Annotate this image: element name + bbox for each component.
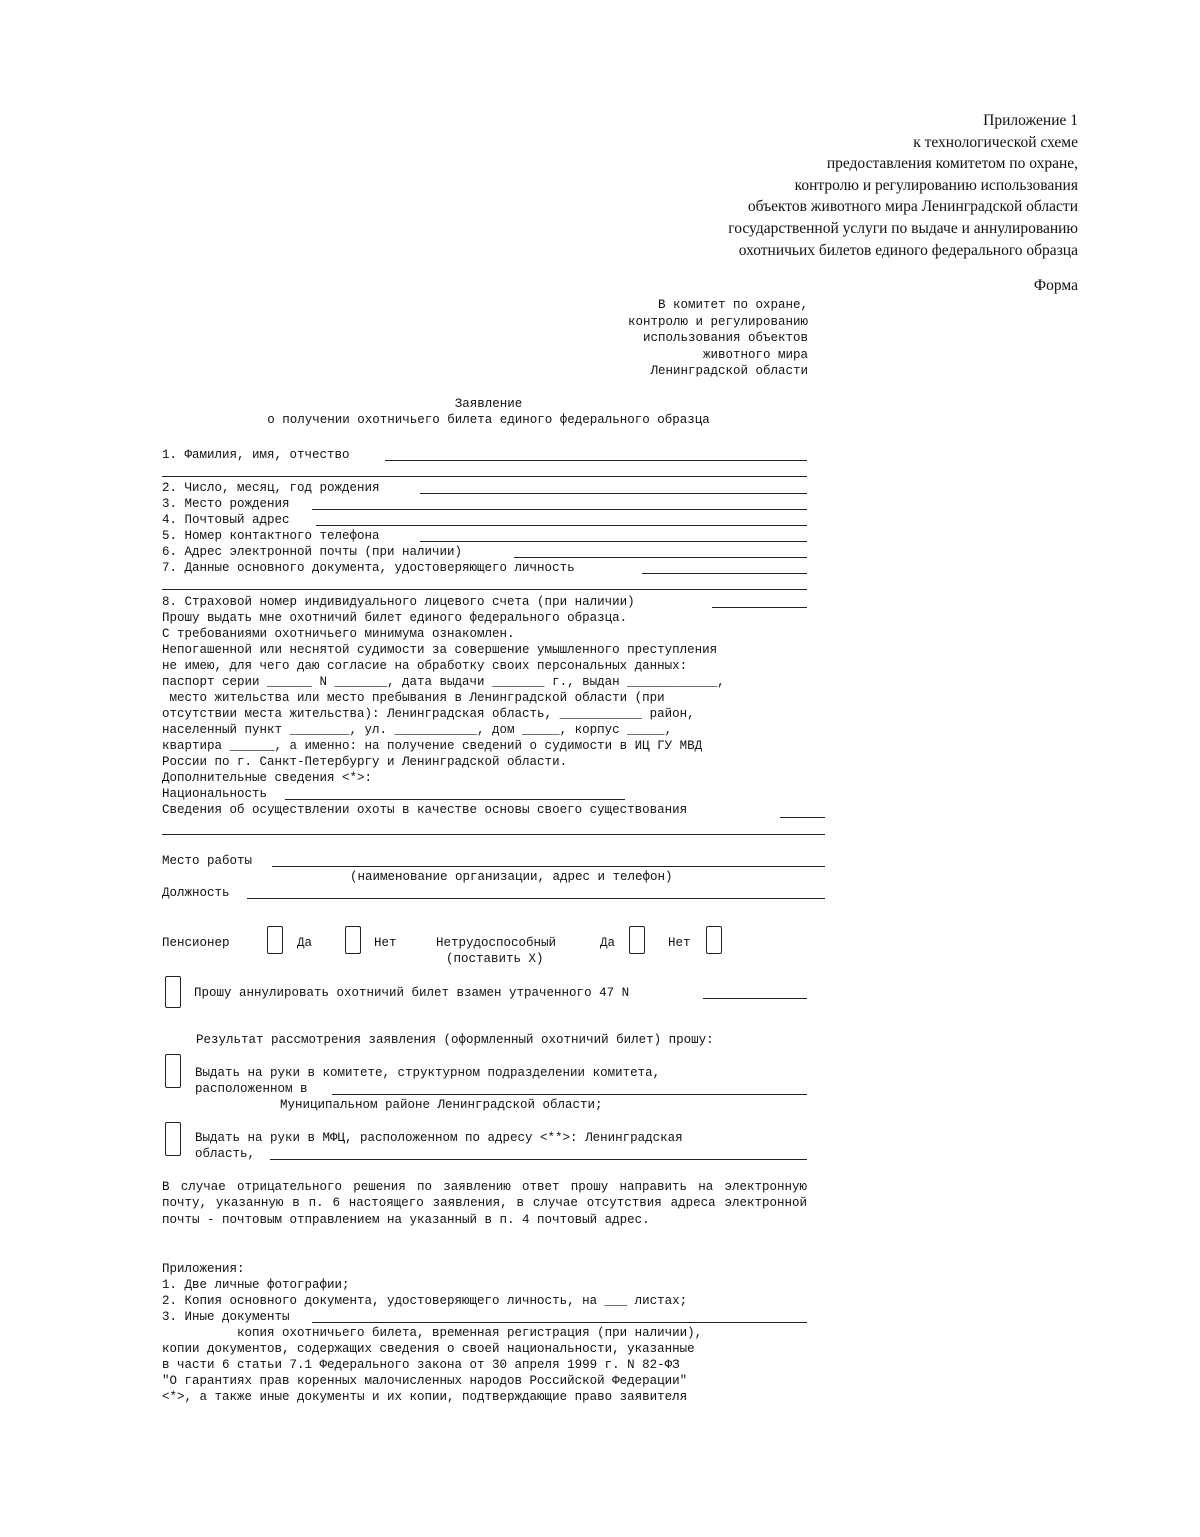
field-birthplace-line[interactable] bbox=[312, 509, 807, 510]
body-line: С требованиями охотничьего минимума ознакомлен. bbox=[162, 627, 515, 641]
position-label: Должность bbox=[162, 886, 230, 900]
field-birthdate-label: 2. Число, месяц, год рождения bbox=[162, 481, 380, 495]
field-fio-label: 1. Фамилия, имя, отчество bbox=[162, 448, 350, 462]
work-place-hint: (наименование организации, адрес и телефон) bbox=[350, 870, 673, 884]
disabled-no-checkbox[interactable] bbox=[706, 926, 722, 954]
pensioner-no-checkbox[interactable] bbox=[345, 926, 361, 954]
body-line: не имею, для чего даю согласие на обработку своих персональных данных: bbox=[162, 659, 688, 673]
result-header: Результат рассмотрения заявления (оформленный охотничий билет) прошу: bbox=[196, 1033, 714, 1047]
result-option-committee-checkbox[interactable] bbox=[165, 1054, 181, 1088]
addressee-line: В комитет по охране, bbox=[657, 298, 808, 312]
field-postal-line[interactable] bbox=[316, 525, 807, 526]
attachments-header: Приложения: bbox=[162, 1262, 245, 1276]
appendix-line: к технологической схеме bbox=[913, 133, 1078, 151]
hunting-livelihood-label: Сведения об осуществлении охоты в качестве основы своего существования bbox=[162, 803, 688, 817]
appendix-line: государственной услуги по выдаче и аннулированию bbox=[728, 219, 1078, 237]
annul-number-line[interactable] bbox=[703, 998, 807, 999]
result-option-mfc-region: область, bbox=[195, 1147, 256, 1161]
appendix-line: охотничьих билетов единого федерального образца bbox=[738, 241, 1078, 259]
field-snils-label: 8. Страховой номер индивидуального лицевого счета (при наличии) bbox=[162, 595, 635, 609]
field-fio-line-2[interactable] bbox=[162, 476, 807, 477]
attachment-detail-line: копии документов, содержащих сведения о своей национальности, указанные bbox=[162, 1342, 695, 1356]
field-id-doc-label: 7. Данные основного документа, удостоверяющего личность bbox=[162, 561, 575, 575]
settlement-line: населенный пункт ________, ул. ___________, дом _____, корпус _____, bbox=[162, 723, 673, 737]
attachment-item: 1. Две личные фотографии; bbox=[162, 1278, 350, 1292]
field-id-doc-line-2[interactable] bbox=[162, 589, 807, 590]
result-option-committee-district: Муниципальном районе Ленинградской области; bbox=[280, 1098, 603, 1112]
body-line: Непогашенной или неснятой судимости за совершение умышленного преступления bbox=[162, 643, 718, 657]
hunting-livelihood-line[interactable] bbox=[780, 817, 825, 818]
appendix-line: контролю и регулированию использования bbox=[794, 176, 1078, 194]
field-phone-label: 5. Номер контактного телефона bbox=[162, 529, 380, 543]
attachment-detail-line: "О гарантиях прав коренных малочисленных народов Российской Федерации" bbox=[162, 1374, 688, 1388]
disabled-hint: (поставить X) bbox=[446, 952, 544, 966]
addressee-line: животного мира bbox=[702, 347, 808, 362]
region-line: отсутствии места жительства): Ленинградская область, ___________ район, bbox=[162, 707, 695, 721]
result-option-mfc-text: Выдать на руки в МФЦ, расположенном по адресу <**>: Ленинградская bbox=[195, 1131, 683, 1145]
document-subtitle: о получении охотничьего билета единого федерального образца bbox=[267, 413, 710, 427]
appendix-line: предоставления комитетом по охране, bbox=[826, 155, 1078, 173]
addressee-line: Ленинградской области bbox=[650, 364, 808, 379]
disabled-label: Нетрудоспособный bbox=[436, 936, 557, 950]
result-option-mfc-address-line[interactable] bbox=[270, 1159, 807, 1160]
pensioner-yes-label: Да bbox=[297, 936, 313, 950]
result-option-committee-location-line[interactable] bbox=[332, 1094, 807, 1095]
field-snils-line[interactable] bbox=[712, 607, 807, 608]
form-label: Форма bbox=[1033, 277, 1078, 294]
result-option-mfc-checkbox[interactable] bbox=[165, 1122, 181, 1156]
attachment-detail-line: <*>, а также иные документы и их копии, подтверждающие право заявителя bbox=[162, 1390, 688, 1404]
result-option-committee-location-label: расположенном в bbox=[195, 1082, 308, 1096]
annul-checkbox[interactable] bbox=[165, 976, 181, 1008]
disabled-no-label: Нет bbox=[668, 936, 691, 950]
appendix-line: объектов животного мира Ленинградской области bbox=[747, 198, 1078, 216]
apartment-line: квартира ______, а именно: на получение сведений о судимости в ИЦ ГУ МВД bbox=[162, 739, 703, 753]
body-line: России по г. Санкт-Петербургу и Ленинградской области. bbox=[162, 755, 568, 769]
attachment-detail-line: копия охотничьего билета, временная регистрация (при наличии), bbox=[162, 1326, 703, 1340]
refusal-paragraph: В случае отрицательного решения по заявлению ответ прошу направить на электронную почту, указанную в п. 6 настоящего заявления, в случае отсутствия адреса электронной почты - почтовым отправлением на указанный в п. 4 почтовый адрес. bbox=[162, 1180, 807, 1227]
nationality-label: Национальность bbox=[162, 787, 268, 801]
addressee-line: контролю и регулированию bbox=[627, 314, 808, 329]
field-phone-line[interactable] bbox=[420, 541, 807, 542]
passport-line: паспорт серии ______ N _______, дата выдачи _______ г., выдан ____________, bbox=[162, 675, 725, 689]
pensioner-yes-checkbox[interactable] bbox=[267, 926, 283, 954]
field-birthdate-line[interactable] bbox=[420, 493, 807, 494]
field-id-doc-line[interactable] bbox=[642, 573, 807, 574]
work-place-label: Место работы bbox=[162, 854, 253, 868]
appendix-header bbox=[728, 110, 1078, 261]
pensioner-no-label: Нет bbox=[374, 936, 397, 950]
field-postal-label: 4. Почтовый адрес bbox=[162, 513, 290, 527]
additional-info-label: Дополнительные сведения <*>: bbox=[162, 771, 373, 785]
body-line: место жительства или место пребывания в Ленинградской области (при bbox=[162, 691, 665, 705]
field-birthplace-label: 3. Место рождения bbox=[162, 497, 290, 511]
addressee-block bbox=[628, 297, 808, 380]
disabled-yes-label: Да bbox=[600, 936, 616, 950]
document-title: Заявление bbox=[454, 397, 523, 411]
result-option-committee-text: Выдать на руки в комитете, структурном подразделении комитета, bbox=[195, 1066, 661, 1080]
nationality-line[interactable] bbox=[285, 799, 625, 800]
pensioner-label: Пенсионер bbox=[162, 936, 230, 950]
hunting-livelihood-line-2[interactable] bbox=[162, 834, 825, 835]
appendix-line: Приложение 1 bbox=[983, 112, 1078, 129]
annul-label: Прошу аннулировать охотничий билет взамен утраченного 47 N bbox=[194, 986, 630, 1000]
other-documents-line[interactable] bbox=[312, 1322, 807, 1323]
attachment-item: 3. Иные документы bbox=[162, 1310, 290, 1324]
disabled-yes-checkbox[interactable] bbox=[629, 926, 645, 954]
attachment-item: 2. Копия основного документа, удостоверяющего личность, на ___ листах; bbox=[162, 1294, 688, 1308]
field-fio-line[interactable] bbox=[385, 460, 807, 461]
position-line[interactable] bbox=[247, 898, 825, 899]
work-place-line[interactable] bbox=[272, 866, 825, 867]
field-email-line[interactable] bbox=[514, 557, 807, 558]
field-email-label: 6. Адрес электронной почты (при наличии) bbox=[162, 545, 463, 559]
body-line: Прошу выдать мне охотничий билет единого федерального образца. bbox=[162, 611, 628, 625]
attachment-detail-line: в части 6 статьи 7.1 Федерального закона от 30 апреля 1999 г. N 82-ФЗ bbox=[162, 1358, 680, 1372]
addressee-line: использования объектов bbox=[642, 331, 808, 346]
